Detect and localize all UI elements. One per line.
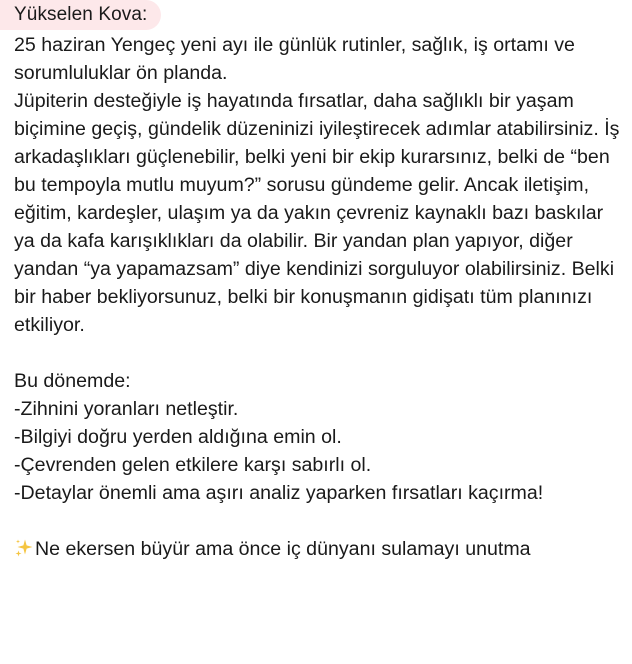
post-body xyxy=(14,31,626,563)
advice-item-1: -Zihnini yoranları netleştir. xyxy=(14,398,239,420)
closing-line xyxy=(14,535,626,563)
sparkles-icon xyxy=(14,538,34,558)
main-paragraph: Jüpiterin desteğiyle iş hayatında fırsatlar, daha sağlıklı bir yaşam biçimine geçiş, gündelik düzeninizi iyileştirecek adımlar atabilirsiniz. İş arkadaşlıkları güçlenebilir, belki yeni bir ekip kurarsınız, belki de “ben bu tempoyla mutlu muyum?” sorusu gündeme gelir. Ancak iletişim, eğitim, kardeşler, ulaşım ya da yakın çevreniz kaynaklı bazı baskılar ya da kafa karışıklıkları da olabilir. Bir yandan plan yapıyor, diğer yandan “ya yapamazsam” diye kendinizi sorguluyor olabilirsiniz. Belki bir haber bekliyorsunuz, belki bir konuşmanın gidişatı tüm planınızı etkiliyor. xyxy=(14,90,620,336)
advice-title: Bu dönemde: xyxy=(14,370,131,392)
spacer xyxy=(14,507,626,535)
heading: Yükselen Kova: xyxy=(0,0,161,30)
closing-text: Ne ekersen büyür ama önce iç dünyanı sulamayı unutma xyxy=(35,538,531,560)
intro-paragraph: 25 haziran Yengeç yeni ayı ile günlük rutinler, sağlık, iş ortamı ve sorumluluklar ön planda. xyxy=(14,34,575,84)
advice-item-4: -Detaylar önemli ama aşırı analiz yaparken fırsatları kaçırma! xyxy=(14,482,544,504)
spacer xyxy=(14,339,626,367)
advice-item-2: -Bilgiyi doğru yerden aldığına emin ol. xyxy=(14,426,342,448)
advice-item-3: -Çevrenden gelen etkilere karşı sabırlı ol. xyxy=(14,454,372,476)
